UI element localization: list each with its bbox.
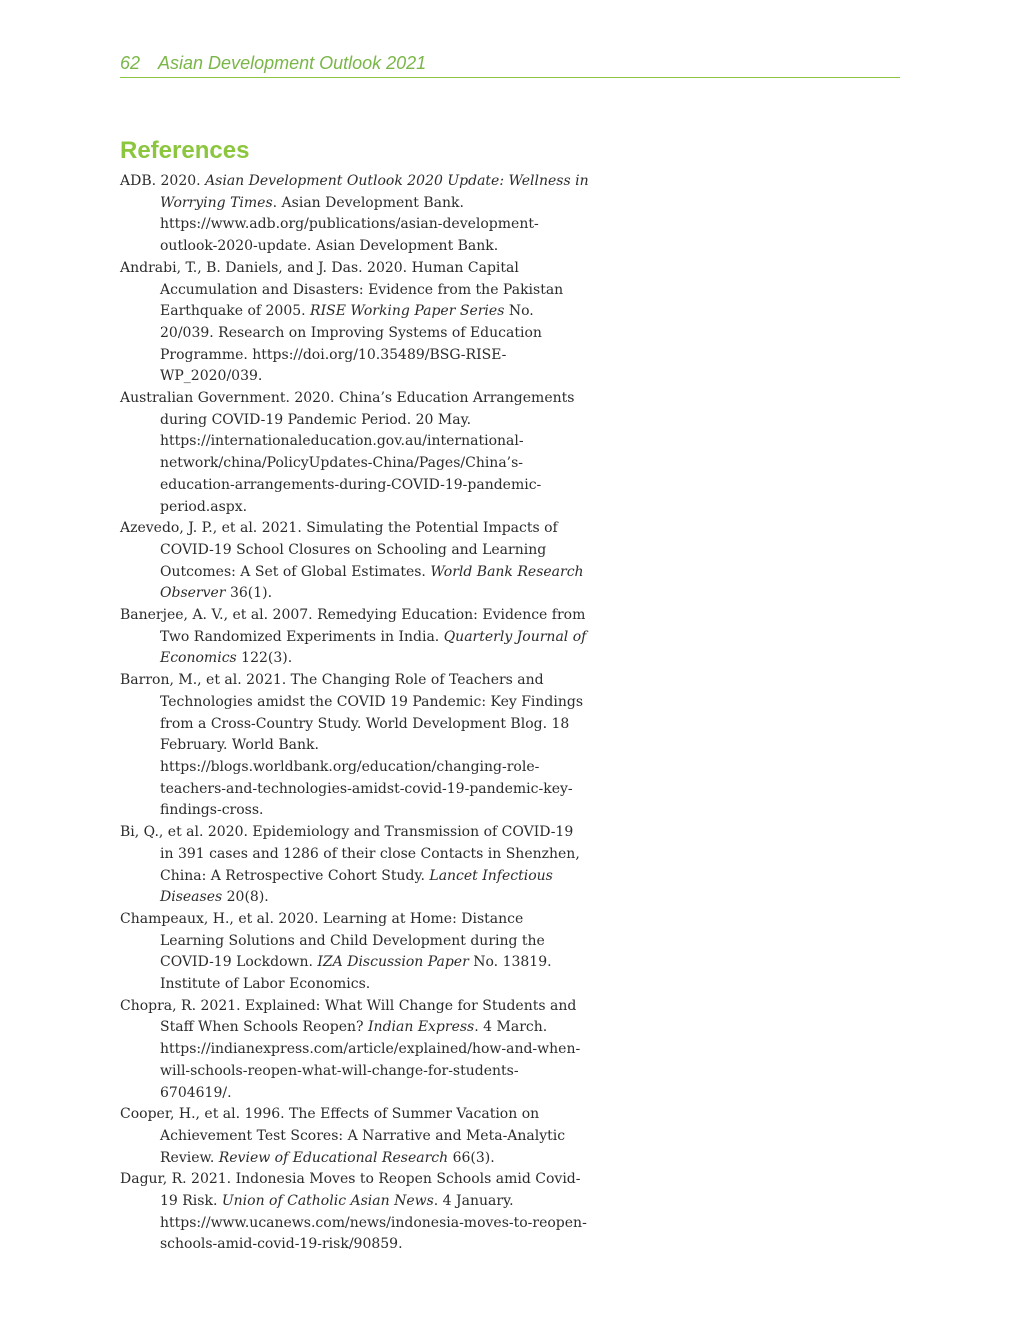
publication-title: Asian Development Outlook 2021 [158,53,427,73]
reference-entry: Australian Government. 2020. China’s Education Arrangements during COVID-19 Pandemic Period. 20 May. https://internationaleducation.gov.au/international-network/china/PolicyUpdates-China/Pages/China’s-education-arrangements-during-COVID-19-pandemic-period.aspx. [120,390,575,515]
running-header [120,50,900,78]
reference-entry: Dagur, R. 2021. Indonesia Moves to Reopen Schools amid Covid-19 Risk. Union of Catholic Asian News. 4 January. https://www.ucanews.com/news/indonesia-moves-to-reopen-schools-amid-covid-19-risk/90859. [120,1171,587,1253]
reference-entry: Banerjee, A. V., et al. 2007. Remedying Education: Evidence from Two Randomized Experiments in India. Quarterly Journal of Economics 122(3). [120,607,587,667]
reference-entry: Cooper, H., et al. 1996. The Effects of Summer Vacation on Achievement Test Scores: A Narrative and Meta-Analytic Review. Review of Educational Research 66(3). [120,1106,566,1166]
references-heading: References [120,137,250,164]
reference-entry: Barron, M., et al. 2021. The Changing Role of Teachers and Technologies amidst the COVID 19 Pandemic: Key Findings from a Cross-Country Study. World Development Blog. 18 February. World Bank. https://blogs.worldbank.org/education/changing-role-teachers-and-technologies-amidst-covid-19-pandemic-key-findings-cross. [120,672,584,819]
reference-entry: Chopra, R. 2021. Explained: What Will Change for Students and Staff When Schools Reopen? Indian Express. 4 March. https://indianexpress.com/article/explained/how-and-when-will-schools-reopen-what-will-change-for-students-6704619/. [120,997,581,1101]
reference-entry: Azevedo, J. P., et al. 2021. Simulating the Potential Impacts of COVID-19 School Closures on Schooling and Learning Outcomes: A Set of Global Estimates. World Bank Research Observer 36(1). [120,520,584,602]
page-number: 62 [120,53,141,73]
reference-entry: Bi, Q., et al. 2020. Epidemiology and Transmission of COVID-19 in 391 cases and 1286 of their close Contacts in Shenzhen, China: A Retrospective Cohort Study. Lancet Infectious Diseases 20(8). [120,824,580,906]
reference-entry: Champeaux, H., et al. 2020. Learning at Home: Distance Learning Solutions and Child Development during the COVID-19 Lockdown. IZA Discussion Paper No. 13819. Institute of Labor Economics. [120,910,552,993]
reference-entry: Andrabi, T., B. Daniels, and J. Das. 2020. Human Capital Accumulation and Disasters: Evidence from the Pakistan Earthquake of 2005. RISE Working Paper Series No. 20/039. Research on Improving Systems of Education Programme. https://doi.org/10.35489/BSG-RISE-WP_2020/039. [120,259,564,385]
reference-entry: ADB. 2020. Asian Development Outlook 2020 Update: Wellness in Worrying Times. Asian Development Bank. https://www.adb.org/publications/asian-development-outlook-2020-update. Asian Development Bank. [120,173,589,255]
reference-list [120,171,590,1256]
